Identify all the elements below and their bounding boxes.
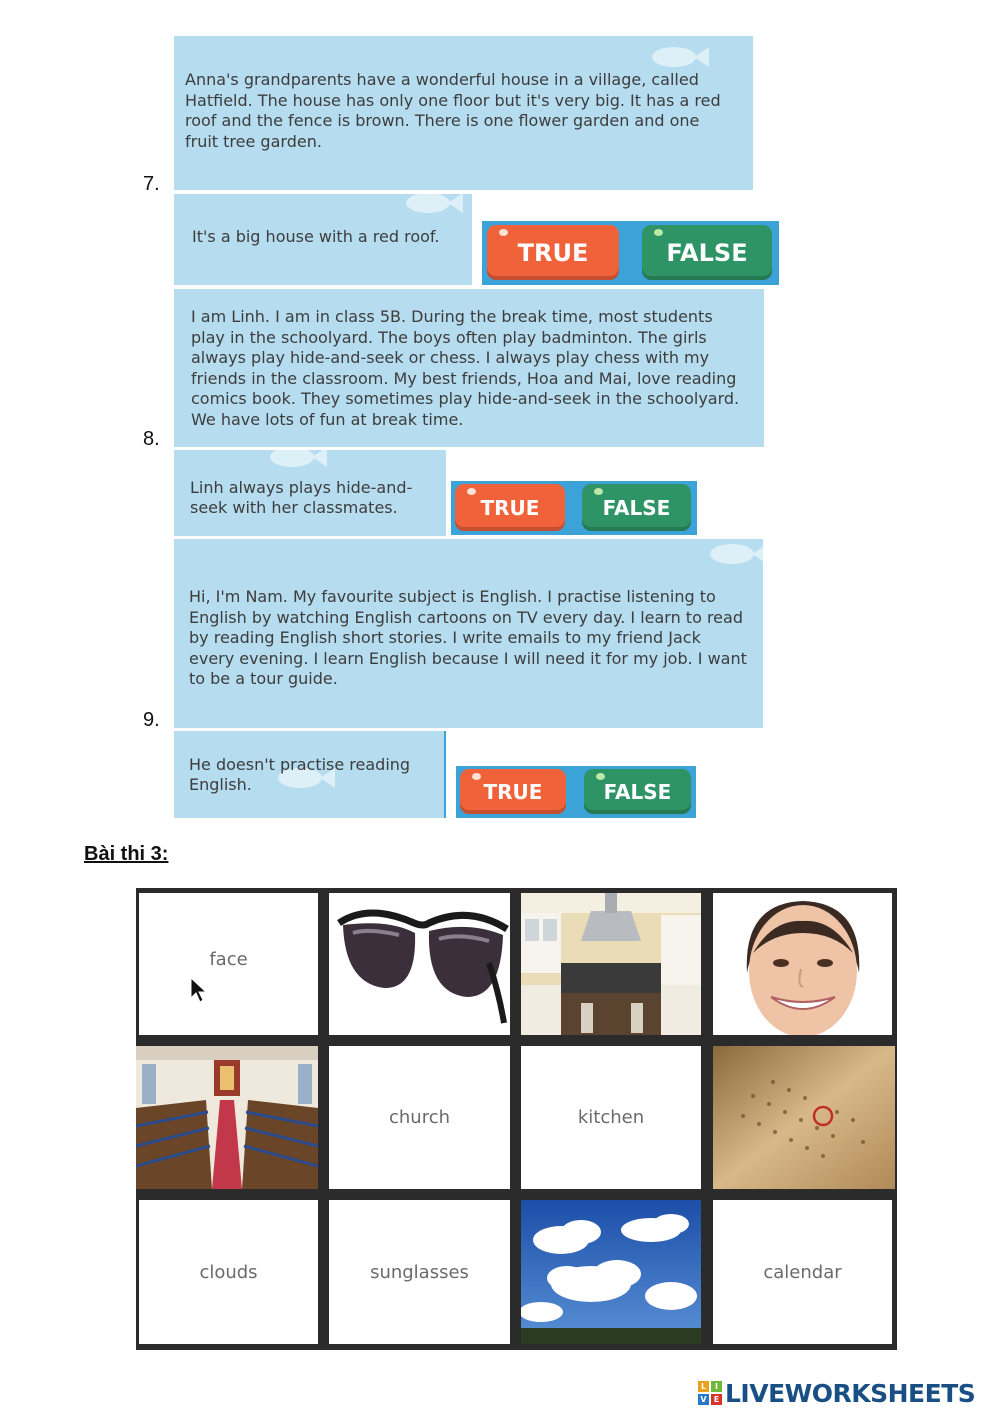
true-label: TRUE xyxy=(517,238,589,267)
question-number: 8. xyxy=(143,428,160,450)
card-word: sunglasses xyxy=(370,1261,469,1283)
answer-bar xyxy=(451,481,697,535)
word-card-church[interactable] xyxy=(329,1046,510,1189)
kitchen-icon xyxy=(521,893,701,1035)
matching-grid xyxy=(136,888,897,1350)
reading-passage xyxy=(174,289,764,447)
true-label: TRUE xyxy=(483,779,543,804)
fish-icon xyxy=(400,194,464,216)
button-highlight xyxy=(596,773,605,780)
kitchen-image[interactable] xyxy=(521,893,701,1035)
false-button[interactable] xyxy=(642,225,772,280)
word-card-calendar[interactable] xyxy=(713,1200,892,1344)
calendar-icon xyxy=(713,1046,895,1189)
word-card-clouds[interactable] xyxy=(139,1200,318,1344)
button-highlight xyxy=(472,773,481,780)
church-image[interactable] xyxy=(136,1046,318,1189)
calendar-image[interactable] xyxy=(713,1046,895,1189)
question-number: 9. xyxy=(143,709,160,731)
button-highlight xyxy=(654,229,663,236)
true-label: TRUE xyxy=(480,495,540,520)
logo-letter: I xyxy=(711,1381,722,1392)
word-card-face[interactable] xyxy=(139,893,318,1035)
button-highlight xyxy=(594,488,603,495)
logo-letter: V xyxy=(698,1394,709,1405)
fish-icon xyxy=(646,44,710,70)
face-image[interactable] xyxy=(713,893,892,1035)
logo-text: LIVEWORKSHEETS xyxy=(725,1378,976,1408)
false-button[interactable] xyxy=(584,769,691,814)
answer-bar xyxy=(482,221,779,285)
fish-icon xyxy=(264,450,328,470)
statement-box xyxy=(174,194,472,285)
false-label: FALSE xyxy=(666,238,748,267)
reading-passage xyxy=(174,36,753,190)
card-word: face xyxy=(209,948,248,970)
false-button[interactable] xyxy=(582,484,691,531)
passage-text: Hi, I'm Nam. My favourite subject is English. I practise listening to English by watching English cartoons on TV every day. I learn to read by reading English short stories. I write emails to my friend Jack every evening. I learn English because I will need it for my job. I want to be a tour guide. xyxy=(189,587,747,688)
fish-icon xyxy=(704,541,763,567)
false-label: FALSE xyxy=(602,495,671,520)
statement-text: Linh always plays hide-and-seek with her classmates. xyxy=(190,478,413,517)
card-word: kitchen xyxy=(577,1107,645,1128)
true-button[interactable] xyxy=(460,769,566,814)
card-word: church xyxy=(388,1107,451,1128)
mouse-cursor-icon xyxy=(190,977,208,1003)
clouds-icon xyxy=(521,1200,701,1344)
word-card-sunglasses[interactable] xyxy=(329,1200,510,1344)
reading-passage xyxy=(174,539,763,728)
clouds-image[interactable] xyxy=(521,1200,701,1344)
word-card-kitchen[interactable] xyxy=(521,1046,701,1189)
button-highlight xyxy=(467,488,476,495)
button-highlight xyxy=(499,229,508,236)
sunglasses-icon xyxy=(329,893,510,1035)
passage-text: I am Linh. I am in class 5B. During the break time, most students play in the schoolyard. The boys often play badminton. The girls always play hide-and-seek or chess. I always play chess with my friends in the classroom. My best friends, Hoa and Mai, love reading comics book. They sometimes play hide-and-seek in the schoolyard. We have lots of fun at break time. xyxy=(191,307,740,429)
statement-text: He doesn't practise reading English. xyxy=(189,755,411,794)
statement-text: It's a big house with a red roof. xyxy=(192,227,440,246)
church-icon xyxy=(136,1046,318,1189)
card-word: clouds xyxy=(199,1261,258,1283)
answer-bar xyxy=(456,766,696,818)
section-title: Bài thi 3: xyxy=(84,843,169,865)
logo-letter: E xyxy=(711,1394,722,1405)
true-button[interactable] xyxy=(487,225,619,280)
true-button[interactable] xyxy=(455,484,565,531)
card-word: calendar xyxy=(763,1261,842,1283)
statement-box xyxy=(174,731,446,818)
sunglasses-image[interactable] xyxy=(329,893,510,1035)
question-number: 7. xyxy=(143,173,160,195)
false-label: FALSE xyxy=(603,779,672,804)
logo-mark-icon xyxy=(698,1381,722,1405)
face-icon xyxy=(713,893,892,1035)
passage-text: Anna's grandparents have a wonderful house in a village, called Hatfield. The house has only one floor but it's very big. It has a red roof and the fence is brown. There is one flower garden and one fruit tree garden. xyxy=(185,70,721,151)
logo-letter: L xyxy=(698,1381,709,1392)
liveworksheets-logo xyxy=(698,1378,975,1408)
statement-box xyxy=(174,450,446,536)
